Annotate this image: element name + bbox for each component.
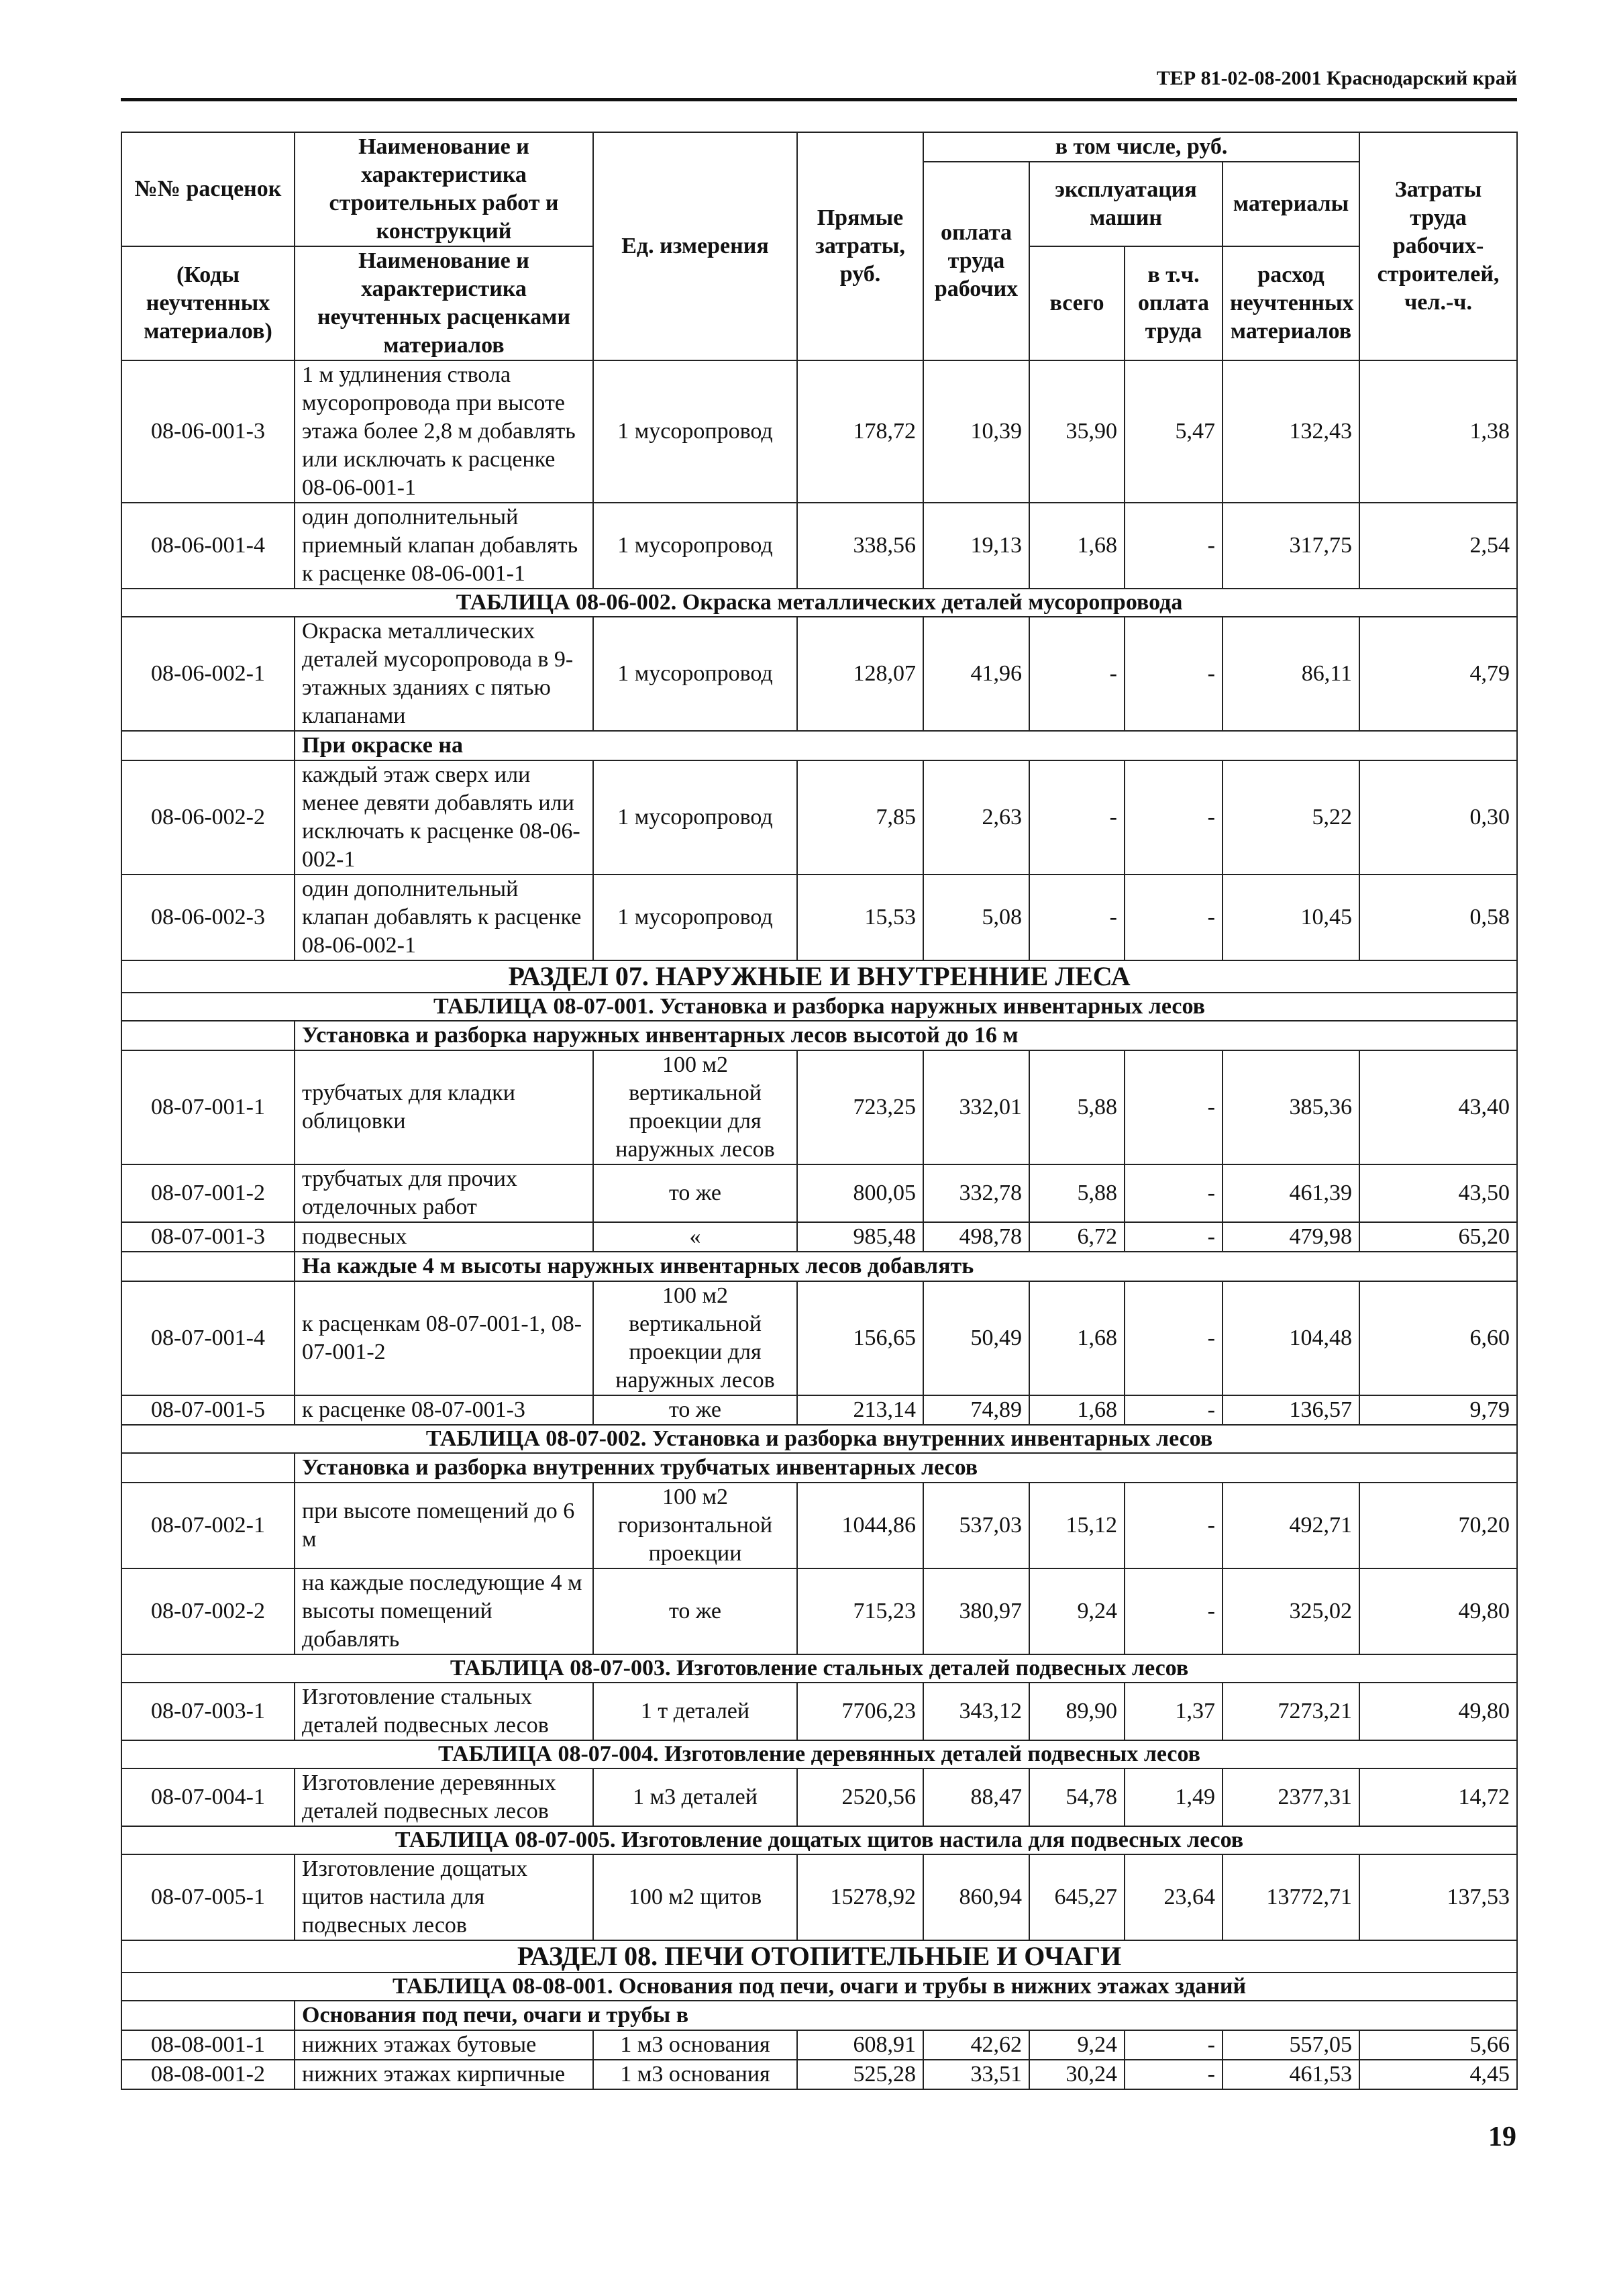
rate-code: 08-06-002-2 — [121, 760, 295, 875]
machines-pay: - — [1125, 2060, 1223, 2089]
table-heading: ТАБЛИЦА 08-07-005. Изготовление дощатых щитов настила для подвесных лесов — [121, 1826, 1517, 1854]
labor-hours: 65,20 — [1359, 1222, 1517, 1252]
machines-pay: - — [1125, 503, 1223, 589]
materials-cost: 136,57 — [1223, 1395, 1359, 1425]
labor-pay: 19,13 — [923, 503, 1029, 589]
empty-cell — [121, 1453, 295, 1483]
materials-cost: 86,11 — [1223, 617, 1359, 731]
subheading-text: Установка и разборка внутренних трубчатых инвентарных лесов — [295, 1453, 1517, 1483]
work-name: к расценкам 08-07-001-1, 08-07-001-2 — [295, 1281, 593, 1395]
machines-pay: - — [1125, 1164, 1223, 1222]
direct-cost: 7,85 — [797, 760, 923, 875]
labor-hours: 6,60 — [1359, 1281, 1517, 1395]
unit-cell: 1 м3 основания — [593, 2030, 797, 2060]
rate-code: 08-07-002-2 — [121, 1568, 295, 1654]
labor-hours: 49,80 — [1359, 1683, 1517, 1740]
unit-cell: 1 мусоропровод — [593, 360, 797, 503]
rate-code: 08-07-001-2 — [121, 1164, 295, 1222]
rate-code: 08-08-001-2 — [121, 2060, 295, 2089]
rate-code: 08-07-001-1 — [121, 1050, 295, 1164]
direct-cost: 715,23 — [797, 1568, 923, 1654]
materials-cost: 461,53 — [1223, 2060, 1359, 2089]
labor-hours: 43,40 — [1359, 1050, 1517, 1164]
labor-pay: 42,62 — [923, 2030, 1029, 2060]
materials-cost: 13772,71 — [1223, 1854, 1359, 1940]
work-name: нижних этажах бутовые — [295, 2030, 593, 2060]
rate-code: 08-06-001-3 — [121, 360, 295, 503]
work-name: к расценке 08-07-001-3 — [295, 1395, 593, 1425]
empty-cell — [121, 2001, 295, 2030]
col-code-top: №№ расценок — [121, 132, 295, 246]
subheading-row — [121, 731, 1517, 760]
labor-pay: 74,89 — [923, 1395, 1029, 1425]
subheading-text: На каждые 4 м высоты наружных инвентарных лесов добавлять — [295, 1252, 1517, 1281]
table-row — [121, 2030, 1517, 2060]
machines-pay: - — [1125, 617, 1223, 731]
work-name: трубчатых для прочих отделочных работ — [295, 1164, 593, 1222]
table-row — [121, 760, 1517, 875]
table-body — [121, 360, 1517, 2089]
document-title: ТЕР 81-02-08-2001 Краснодарский край — [1156, 67, 1517, 89]
machines-total: 35,90 — [1029, 360, 1125, 503]
subheading-row — [121, 1453, 1517, 1483]
table-heading: ТАБЛИЦА 08-07-002. Установка и разборка внутренних инвентарных лесов — [121, 1425, 1517, 1453]
machines-total: 30,24 — [1029, 2060, 1125, 2089]
machines-total: 9,24 — [1029, 2030, 1125, 2060]
unit-cell: 100 м2 щитов — [593, 1854, 797, 1940]
col-machines: эксплуатация машин — [1029, 162, 1223, 246]
machines-pay: - — [1125, 1222, 1223, 1252]
table-row — [121, 2060, 1517, 2089]
machines-total: 89,90 — [1029, 1683, 1125, 1740]
work-name: Изготовление стальных деталей подвесных лесов — [295, 1683, 593, 1740]
direct-cost: 338,56 — [797, 503, 923, 589]
machines-total: 5,88 — [1029, 1164, 1125, 1222]
labor-hours: 1,38 — [1359, 360, 1517, 503]
work-name: Окраска металлических деталей мусоропровода в 9-этажных зданиях с пятью клапанами — [295, 617, 593, 731]
col-labor: Затраты труда рабочих-строителей, чел.-ч. — [1359, 132, 1517, 360]
section-heading: РАЗДЕЛ 07. НАРУЖНЫЕ И ВНУТРЕННИЕ ЛЕСА — [121, 960, 1517, 993]
unit-cell: 1 мусоропровод — [593, 503, 797, 589]
direct-cost: 7706,23 — [797, 1683, 923, 1740]
labor-pay: 2,63 — [923, 760, 1029, 875]
table-heading-row — [121, 1654, 1517, 1683]
unit-cell: 1 мусоропровод — [593, 617, 797, 731]
table-heading: ТАБЛИЦА 08-07-004. Изготовление деревянных деталей подвесных лесов — [121, 1740, 1517, 1768]
work-name: на каждые последующие 4 м высоты помещений добавлять — [295, 1568, 593, 1654]
machines-pay: 5,47 — [1125, 360, 1223, 503]
labor-pay: 380,97 — [923, 1568, 1029, 1654]
unit-cell: « — [593, 1222, 797, 1252]
materials-cost: 492,71 — [1223, 1483, 1359, 1568]
direct-cost: 985,48 — [797, 1222, 923, 1252]
table-row — [121, 1050, 1517, 1164]
table-row — [121, 875, 1517, 960]
materials-cost: 325,02 — [1223, 1568, 1359, 1654]
machines-pay: 1,49 — [1125, 1768, 1223, 1826]
empty-cell — [121, 1021, 295, 1050]
work-name: 1 м удлинения ствола мусоропровода при высоте этажа более 2,8 м добавлять или исключать к расценке 08-06-001-1 — [295, 360, 593, 503]
labor-hours: 0,58 — [1359, 875, 1517, 960]
table-heading-row — [121, 993, 1517, 1021]
rate-code: 08-06-001-4 — [121, 503, 295, 589]
materials-cost: 317,75 — [1223, 503, 1359, 589]
unit-cell: то же — [593, 1568, 797, 1654]
unit-cell: 1 мусоропровод — [593, 875, 797, 960]
table-row — [121, 1854, 1517, 1940]
subheading-row — [121, 1252, 1517, 1281]
machines-total: 9,24 — [1029, 1568, 1125, 1654]
unit-cell: 100 м2 горизонтальной проекции — [593, 1483, 797, 1568]
labor-pay: 860,94 — [923, 1854, 1029, 1940]
unit-cell: то же — [593, 1164, 797, 1222]
col-name-bottom: Наименование и характеристика неучтенных расценками материалов — [295, 246, 593, 360]
unit-cell: 100 м2 вертикальной проекции для наружных лесов — [593, 1050, 797, 1164]
table-heading-row — [121, 1740, 1517, 1768]
table-heading-row — [121, 1973, 1517, 2001]
table-row — [121, 1281, 1517, 1395]
unit-cell: 100 м2 вертикальной проекции для наружных лесов — [593, 1281, 797, 1395]
table-row — [121, 617, 1517, 731]
header-rule — [121, 98, 1517, 101]
rate-code: 08-07-002-1 — [121, 1483, 295, 1568]
machines-pay: - — [1125, 2030, 1223, 2060]
direct-cost: 15,53 — [797, 875, 923, 960]
materials-cost: 7273,21 — [1223, 1683, 1359, 1740]
machines-total: 1,68 — [1029, 1395, 1125, 1425]
table-row — [121, 1568, 1517, 1654]
direct-cost: 525,28 — [797, 2060, 923, 2089]
labor-pay: 50,49 — [923, 1281, 1029, 1395]
header-row-1 — [121, 132, 1517, 162]
rate-code: 08-07-001-4 — [121, 1281, 295, 1395]
machines-pay: - — [1125, 1568, 1223, 1654]
labor-hours: 43,50 — [1359, 1164, 1517, 1222]
table-row — [121, 1483, 1517, 1568]
table-row — [121, 1164, 1517, 1222]
labor-hours: 2,54 — [1359, 503, 1517, 589]
table-heading: ТАБЛИЦА 08-07-003. Изготовление стальных деталей подвесных лесов — [121, 1654, 1517, 1683]
machines-total: 645,27 — [1029, 1854, 1125, 1940]
labor-pay: 498,78 — [923, 1222, 1029, 1252]
machines-pay: - — [1125, 760, 1223, 875]
machines-total: 1,68 — [1029, 1281, 1125, 1395]
machines-pay: - — [1125, 1281, 1223, 1395]
labor-pay: 88,47 — [923, 1768, 1029, 1826]
labor-pay: 10,39 — [923, 360, 1029, 503]
materials-cost: 10,45 — [1223, 875, 1359, 960]
subheading-row — [121, 2001, 1517, 2030]
machines-total: 6,72 — [1029, 1222, 1125, 1252]
col-mach-pay: в т.ч. оплата труда — [1125, 246, 1223, 360]
page-number: 19 — [1488, 2122, 1516, 2152]
rate-code: 08-07-004-1 — [121, 1768, 295, 1826]
empty-cell — [121, 1252, 295, 1281]
col-materials-sub: расход неучтенных материалов — [1223, 246, 1359, 360]
labor-pay: 5,08 — [923, 875, 1029, 960]
work-name: трубчатых для кладки облицовки — [295, 1050, 593, 1164]
materials-cost: 104,48 — [1223, 1281, 1359, 1395]
col-direct: Прямые затраты, руб. — [797, 132, 923, 360]
direct-cost: 178,72 — [797, 360, 923, 503]
machines-total: 15,12 — [1029, 1483, 1125, 1568]
machines-pay: - — [1125, 1395, 1223, 1425]
machines-pay: 23,64 — [1125, 1854, 1223, 1940]
rate-code: 08-06-002-3 — [121, 875, 295, 960]
machines-pay: 1,37 — [1125, 1683, 1223, 1740]
unit-cell: то же — [593, 1395, 797, 1425]
subheading-text: Основания под печи, очаги и трубы в — [295, 2001, 1517, 2030]
direct-cost: 723,25 — [797, 1050, 923, 1164]
machines-total: 54,78 — [1029, 1768, 1125, 1826]
machines-total: - — [1029, 760, 1125, 875]
direct-cost: 156,65 — [797, 1281, 923, 1395]
rate-code: 08-07-001-5 — [121, 1395, 295, 1425]
labor-pay: 332,01 — [923, 1050, 1029, 1164]
labor-hours: 0,30 — [1359, 760, 1517, 875]
machines-total: 5,88 — [1029, 1050, 1125, 1164]
labor-pay: 33,51 — [923, 2060, 1029, 2089]
materials-cost: 385,36 — [1223, 1050, 1359, 1164]
table-row — [121, 360, 1517, 503]
machines-total: - — [1029, 617, 1125, 731]
table-heading: ТАБЛИЦА 08-07-001. Установка и разборка наружных инвентарных лесов — [121, 993, 1517, 1021]
materials-cost: 5,22 — [1223, 760, 1359, 875]
work-name: один дополнительный клапан добавлять к расценке 08-06-002-1 — [295, 875, 593, 960]
labor-pay: 332,78 — [923, 1164, 1029, 1222]
col-mach-total: всего — [1029, 246, 1125, 360]
rate-code: 08-08-001-1 — [121, 2030, 295, 2060]
direct-cost: 2520,56 — [797, 1768, 923, 1826]
col-pay: оплата труда рабочих — [923, 162, 1029, 360]
labor-hours: 4,45 — [1359, 2060, 1517, 2089]
direct-cost: 128,07 — [797, 617, 923, 731]
work-name: каждый этаж сверх или менее девяти добавлять или исключать к расценке 08-06-002-1 — [295, 760, 593, 875]
table-heading-row — [121, 589, 1517, 617]
work-name: Изготовление дощатых щитов настила для подвесных лесов — [295, 1854, 593, 1940]
labor-hours: 14,72 — [1359, 1768, 1517, 1826]
col-code-bottom: (Коды неучтенных материалов) — [121, 246, 295, 360]
table-row — [121, 1222, 1517, 1252]
labor-hours: 4,79 — [1359, 617, 1517, 731]
rate-code: 08-07-001-3 — [121, 1222, 295, 1252]
table-heading-row — [121, 1826, 1517, 1854]
subheading-row — [121, 1021, 1517, 1050]
rate-code: 08-07-005-1 — [121, 1854, 295, 1940]
rate-code: 08-07-003-1 — [121, 1683, 295, 1740]
table-row — [121, 1395, 1517, 1425]
table-heading-row — [121, 1425, 1517, 1453]
rates-table — [121, 132, 1518, 2090]
work-name: Изготовление деревянных деталей подвесных лесов — [295, 1768, 593, 1826]
materials-cost: 132,43 — [1223, 360, 1359, 503]
col-materials: материалы — [1223, 162, 1359, 246]
unit-cell: 1 мусоропровод — [593, 760, 797, 875]
subheading-text: Установка и разборка наружных инвентарных лесов высотой до 16 м — [295, 1021, 1517, 1050]
col-unit: Ед. измерения — [593, 132, 797, 360]
work-name: при высоте помещений до 6 м — [295, 1483, 593, 1568]
work-name: один дополнительный приемный клапан добавлять к расценке 08-06-001-1 — [295, 503, 593, 589]
table-row — [121, 1683, 1517, 1740]
direct-cost: 15278,92 — [797, 1854, 923, 1940]
unit-cell: 1 т деталей — [593, 1683, 797, 1740]
materials-cost: 557,05 — [1223, 2030, 1359, 2060]
machines-pay: - — [1125, 875, 1223, 960]
col-name-top: Наименование и характеристика строительных работ и конструкций — [295, 132, 593, 246]
rate-code: 08-06-002-1 — [121, 617, 295, 731]
machines-pay: - — [1125, 1483, 1223, 1568]
materials-cost: 479,98 — [1223, 1222, 1359, 1252]
labor-hours: 49,80 — [1359, 1568, 1517, 1654]
labor-pay: 537,03 — [923, 1483, 1029, 1568]
machines-total: 1,68 — [1029, 503, 1125, 589]
table-heading: ТАБЛИЦА 08-08-001. Основания под печи, очаги и трубы в нижних этажах зданий — [121, 1973, 1517, 2001]
subheading-text: При окраске на — [295, 731, 1517, 760]
machines-total: - — [1029, 875, 1125, 960]
table-row — [121, 503, 1517, 589]
section-heading-row — [121, 960, 1517, 993]
direct-cost: 1044,86 — [797, 1483, 923, 1568]
materials-cost: 2377,31 — [1223, 1768, 1359, 1826]
materials-cost: 461,39 — [1223, 1164, 1359, 1222]
table-row — [121, 1768, 1517, 1826]
direct-cost: 608,91 — [797, 2030, 923, 2060]
unit-cell: 1 м3 основания — [593, 2060, 797, 2089]
direct-cost: 800,05 — [797, 1164, 923, 1222]
unit-cell: 1 м3 деталей — [593, 1768, 797, 1826]
labor-pay: 41,96 — [923, 617, 1029, 731]
labor-hours: 9,79 — [1359, 1395, 1517, 1425]
empty-cell — [121, 731, 295, 760]
table-heading: ТАБЛИЦА 08-06-002. Окраска металлических деталей мусоропровода — [121, 589, 1517, 617]
labor-hours: 137,53 — [1359, 1854, 1517, 1940]
labor-hours: 70,20 — [1359, 1483, 1517, 1568]
labor-hours: 5,66 — [1359, 2030, 1517, 2060]
section-heading-row — [121, 1940, 1517, 1973]
machines-pay: - — [1125, 1050, 1223, 1164]
direct-cost: 213,14 — [797, 1395, 923, 1425]
section-heading: РАЗДЕЛ 08. ПЕЧИ ОТОПИТЕЛЬНЫЕ И ОЧАГИ — [121, 1940, 1517, 1973]
work-name: нижних этажах кирпичные — [295, 2060, 593, 2089]
work-name: подвесных — [295, 1222, 593, 1252]
col-incl: в том числе, руб. — [923, 132, 1359, 162]
labor-pay: 343,12 — [923, 1683, 1029, 1740]
